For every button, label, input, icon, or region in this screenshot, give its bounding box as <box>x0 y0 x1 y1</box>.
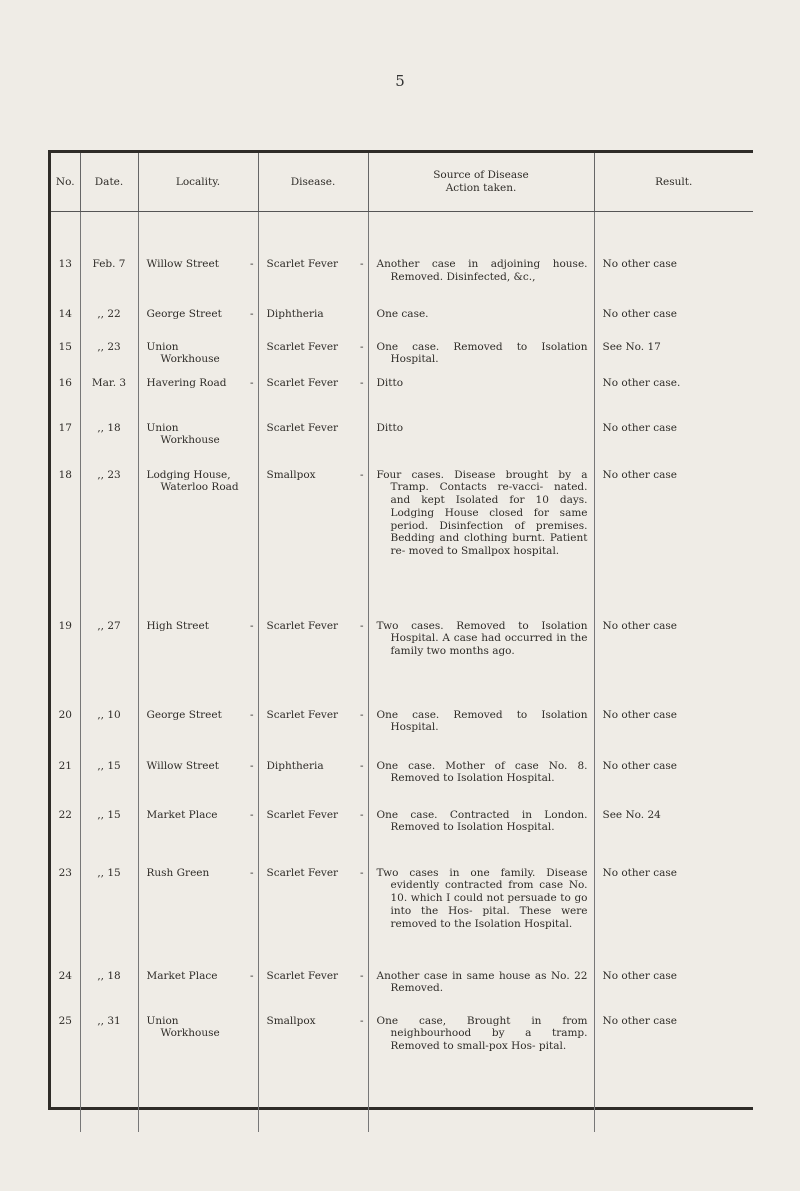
locality-text: Rush Green <box>146 866 210 879</box>
locality-text: Willow Street <box>146 258 219 270</box>
leader-dash: - <box>249 708 254 721</box>
cell-action <box>368 308 594 341</box>
cell-no <box>51 809 80 867</box>
case-date: ,, 22 <box>97 307 121 320</box>
cell-disease <box>258 709 368 760</box>
header-action <box>368 153 594 212</box>
cell-no <box>51 970 80 1015</box>
cell-no <box>51 709 80 760</box>
cell-action <box>368 341 594 377</box>
locality-text-line2: Workhouse <box>160 434 220 447</box>
cases-table <box>51 153 753 1132</box>
cell-action <box>368 809 594 867</box>
cell-result <box>594 377 753 422</box>
action-text: One case, Brought in from neighbourhood by a tramp. Removed to small-pox Hos- pital. <box>376 1014 588 1053</box>
cell-action <box>368 377 594 422</box>
result-text: No other case <box>602 619 677 632</box>
locality-text: George Street <box>146 708 222 721</box>
cell-date <box>80 469 138 620</box>
case-number: 16 <box>58 376 72 389</box>
table-row <box>51 377 753 422</box>
action-text: Another case in adjoining house. Removed. Disinfected, &c., <box>376 258 588 283</box>
case-number: 15 <box>58 340 72 353</box>
disease-text: Scarlet Fever <box>266 619 339 632</box>
case-number: 17 <box>58 421 72 434</box>
cell-locality <box>138 341 258 377</box>
cell-date <box>80 308 138 341</box>
cell-date <box>80 760 138 809</box>
header-action-line2: Action taken. <box>445 182 517 194</box>
disease-text: Diphtheria <box>266 759 324 772</box>
action-text: One case. Removed to Isolation Hospital. <box>376 340 588 366</box>
cell-locality <box>138 809 258 867</box>
cell-locality <box>138 709 258 760</box>
case-number: 21 <box>58 759 72 772</box>
locality-text-line2: Workhouse <box>160 1027 220 1040</box>
leader-dash: - <box>249 619 254 632</box>
result-text: No other case <box>602 969 677 982</box>
table-row <box>51 1015 753 1132</box>
disease-text: Smallpox <box>266 1014 316 1027</box>
cell-disease <box>258 341 368 377</box>
cell-no <box>51 1015 80 1132</box>
cell-disease <box>258 377 368 422</box>
cell-no <box>51 422 80 469</box>
result-text: No other case <box>602 307 677 320</box>
leader-dash: - <box>359 258 364 270</box>
leader-dash: - <box>249 866 254 879</box>
cell-date <box>80 341 138 377</box>
leader-dash: - <box>359 619 364 632</box>
case-number: 24 <box>58 969 72 982</box>
disease-register-table <box>48 150 753 1110</box>
action-text: One case. Contracted in London. Removed to Isolation Hospital. <box>376 808 588 834</box>
case-number: 22 <box>58 808 72 821</box>
cell-locality <box>138 308 258 341</box>
cell-locality <box>138 377 258 422</box>
leader-dash: - <box>359 969 364 982</box>
cell-no <box>51 867 80 970</box>
cell-locality <box>138 469 258 620</box>
locality-text: Havering Road <box>146 376 227 389</box>
cell-disease <box>258 469 368 620</box>
table-row <box>51 469 753 620</box>
case-date: Feb. 7 <box>92 258 126 270</box>
cell-action <box>368 970 594 1015</box>
result-text: No other case <box>602 258 677 270</box>
leader-dash: - <box>359 708 364 721</box>
leader-dash: - <box>359 759 364 772</box>
case-date: ,, 31 <box>97 1014 121 1027</box>
action-text: Another case in same house as No. 22 Removed. <box>376 969 588 995</box>
table-row <box>51 212 753 308</box>
cell-action <box>368 422 594 469</box>
cell-disease <box>258 809 368 867</box>
cell-result <box>594 212 753 308</box>
leader-dash: - <box>249 307 254 320</box>
cell-date <box>80 1015 138 1132</box>
case-number: 25 <box>58 1014 72 1027</box>
result-text: No other case <box>602 468 677 481</box>
cell-no <box>51 377 80 422</box>
table-row <box>51 867 753 970</box>
result-text: See No. 17 <box>602 340 661 353</box>
cell-date <box>80 809 138 867</box>
table-row <box>51 422 753 469</box>
header-row <box>51 153 753 212</box>
header-no: No. <box>51 153 80 212</box>
cell-date <box>80 970 138 1015</box>
case-number: 18 <box>58 468 72 481</box>
leader-dash: - <box>249 969 254 982</box>
header-result: Result. <box>594 153 753 212</box>
case-date: ,, 10 <box>97 708 121 721</box>
table-row <box>51 308 753 341</box>
leader-dash: - <box>359 340 364 353</box>
case-number: 14 <box>58 307 72 320</box>
case-date: ,, 15 <box>97 866 121 879</box>
disease-text: Scarlet Fever <box>266 340 339 353</box>
leader-dash: - <box>249 759 254 772</box>
disease-text: Diphtheria <box>266 307 324 320</box>
header-action-line1: Source of Disease <box>433 169 529 182</box>
cell-action <box>368 212 594 308</box>
cell-no <box>51 469 80 620</box>
cell-result <box>594 1015 753 1132</box>
action-text: One case. Removed to Isolation Hospital. <box>376 708 588 734</box>
table-row <box>51 760 753 809</box>
disease-text: Scarlet Fever <box>266 866 339 879</box>
cell-action <box>368 620 594 709</box>
leader-dash: - <box>249 376 254 389</box>
cell-action <box>368 1015 594 1132</box>
case-date: ,, 15 <box>97 759 121 772</box>
cell-date <box>80 709 138 760</box>
cell-result <box>594 867 753 970</box>
table-row <box>51 341 753 377</box>
cell-action <box>368 469 594 620</box>
leader-dash: - <box>359 468 364 481</box>
locality-text: Union <box>146 1014 179 1027</box>
cell-date <box>80 377 138 422</box>
page-number: 5 <box>395 72 405 90</box>
disease-text: Scarlet Fever <box>266 258 339 270</box>
disease-text: Scarlet Fever <box>266 421 339 434</box>
leader-dash: - <box>359 808 364 821</box>
result-text: No other case <box>602 1014 677 1027</box>
table-row <box>51 709 753 760</box>
cell-no <box>51 308 80 341</box>
case-number: 13 <box>58 258 72 270</box>
result-text: No other case <box>602 866 677 879</box>
cell-no <box>51 212 80 308</box>
cell-locality <box>138 620 258 709</box>
leader-dash: - <box>359 1014 364 1027</box>
action-text: Two cases in one family. Disease evidently contracted from case No. 10. which I could not persuade to go into the Hos- pital. These were removed to the Isolation Hospital. <box>376 866 588 930</box>
cell-date <box>80 867 138 970</box>
cell-locality <box>138 867 258 970</box>
result-text: See No. 24 <box>602 808 661 821</box>
locality-text: Market Place <box>146 969 218 982</box>
cell-result <box>594 620 753 709</box>
case-date: ,, 27 <box>97 619 121 632</box>
leader-dash: - <box>359 866 364 879</box>
cell-disease <box>258 620 368 709</box>
disease-text: Scarlet Fever <box>266 808 339 821</box>
action-text: Ditto <box>376 421 404 434</box>
cell-disease <box>258 867 368 970</box>
cell-action <box>368 760 594 809</box>
cell-no <box>51 620 80 709</box>
disease-text: Scarlet Fever <box>266 708 339 721</box>
case-date: ,, 23 <box>97 468 121 481</box>
cell-locality <box>138 970 258 1015</box>
locality-text: Lodging House, <box>146 468 231 481</box>
cell-result <box>594 308 753 341</box>
locality-text: High Street <box>146 619 209 632</box>
case-number: 19 <box>58 619 72 632</box>
cell-no <box>51 760 80 809</box>
case-number: 20 <box>58 708 72 721</box>
header-disease: Disease. <box>258 153 368 212</box>
cell-date <box>80 212 138 308</box>
case-date: ,, 15 <box>97 808 121 821</box>
case-number: 23 <box>58 866 72 879</box>
header-locality: Locality. <box>138 153 258 212</box>
result-text: No other case. <box>602 376 681 389</box>
table-row <box>51 620 753 709</box>
action-text: One case. <box>376 307 429 320</box>
cell-no <box>51 341 80 377</box>
action-text: One case. Mother of case No. 8. Removed to Isolation Hospital. <box>376 759 588 785</box>
cell-locality <box>138 212 258 308</box>
locality-text: Market Place <box>146 808 218 821</box>
result-text: No other case <box>602 708 677 721</box>
result-text: No other case <box>602 759 677 772</box>
cell-result <box>594 970 753 1015</box>
action-text: Ditto <box>376 376 404 389</box>
cell-action <box>368 709 594 760</box>
cell-locality <box>138 1015 258 1132</box>
leader-dash: - <box>249 258 254 270</box>
cell-disease <box>258 760 368 809</box>
locality-text: Union <box>146 340 179 353</box>
cell-result <box>594 422 753 469</box>
cell-result <box>594 341 753 377</box>
case-date: ,, 23 <box>97 340 121 353</box>
locality-text-line2: Workhouse <box>160 353 220 366</box>
disease-text: Scarlet Fever <box>266 969 339 982</box>
case-date: Mar. 3 <box>91 376 127 389</box>
disease-text: Scarlet Fever <box>266 376 339 389</box>
leader-dash: - <box>359 376 364 389</box>
cell-disease <box>258 422 368 469</box>
cell-locality <box>138 760 258 809</box>
locality-text: Union <box>146 421 179 434</box>
cell-result <box>594 709 753 760</box>
leader-dash: - <box>249 808 254 821</box>
cell-result <box>594 469 753 620</box>
case-date: ,, 18 <box>97 421 121 434</box>
locality-text: George Street <box>146 307 222 320</box>
locality-text-line2: Waterloo Road <box>160 481 239 494</box>
cell-disease <box>258 308 368 341</box>
disease-text: Smallpox <box>266 468 316 481</box>
table-row <box>51 809 753 867</box>
cell-date <box>80 620 138 709</box>
cell-disease <box>258 212 368 308</box>
header-date: Date. <box>80 153 138 212</box>
cell-disease <box>258 1015 368 1132</box>
table-row <box>51 970 753 1015</box>
result-text: No other case <box>602 421 677 434</box>
cell-result <box>594 760 753 809</box>
action-text: Four cases. Disease brought by a Tramp. Contacts re-vacci- nated. and kept Isolated for 10 days. Lodging House closed for same period. Disinfection of premises. Bedding and clothing burnt. Patient re- moved to Smallpox hospital. <box>376 468 588 558</box>
cell-result <box>594 809 753 867</box>
cell-action <box>368 867 594 970</box>
cell-date <box>80 422 138 469</box>
cell-locality <box>138 422 258 469</box>
cell-disease <box>258 970 368 1015</box>
action-text: Two cases. Removed to Isolation Hospital. A case had occurred in the family two months ago. <box>376 619 588 658</box>
case-date: ,, 18 <box>97 969 121 982</box>
locality-text: Willow Street <box>146 759 219 772</box>
